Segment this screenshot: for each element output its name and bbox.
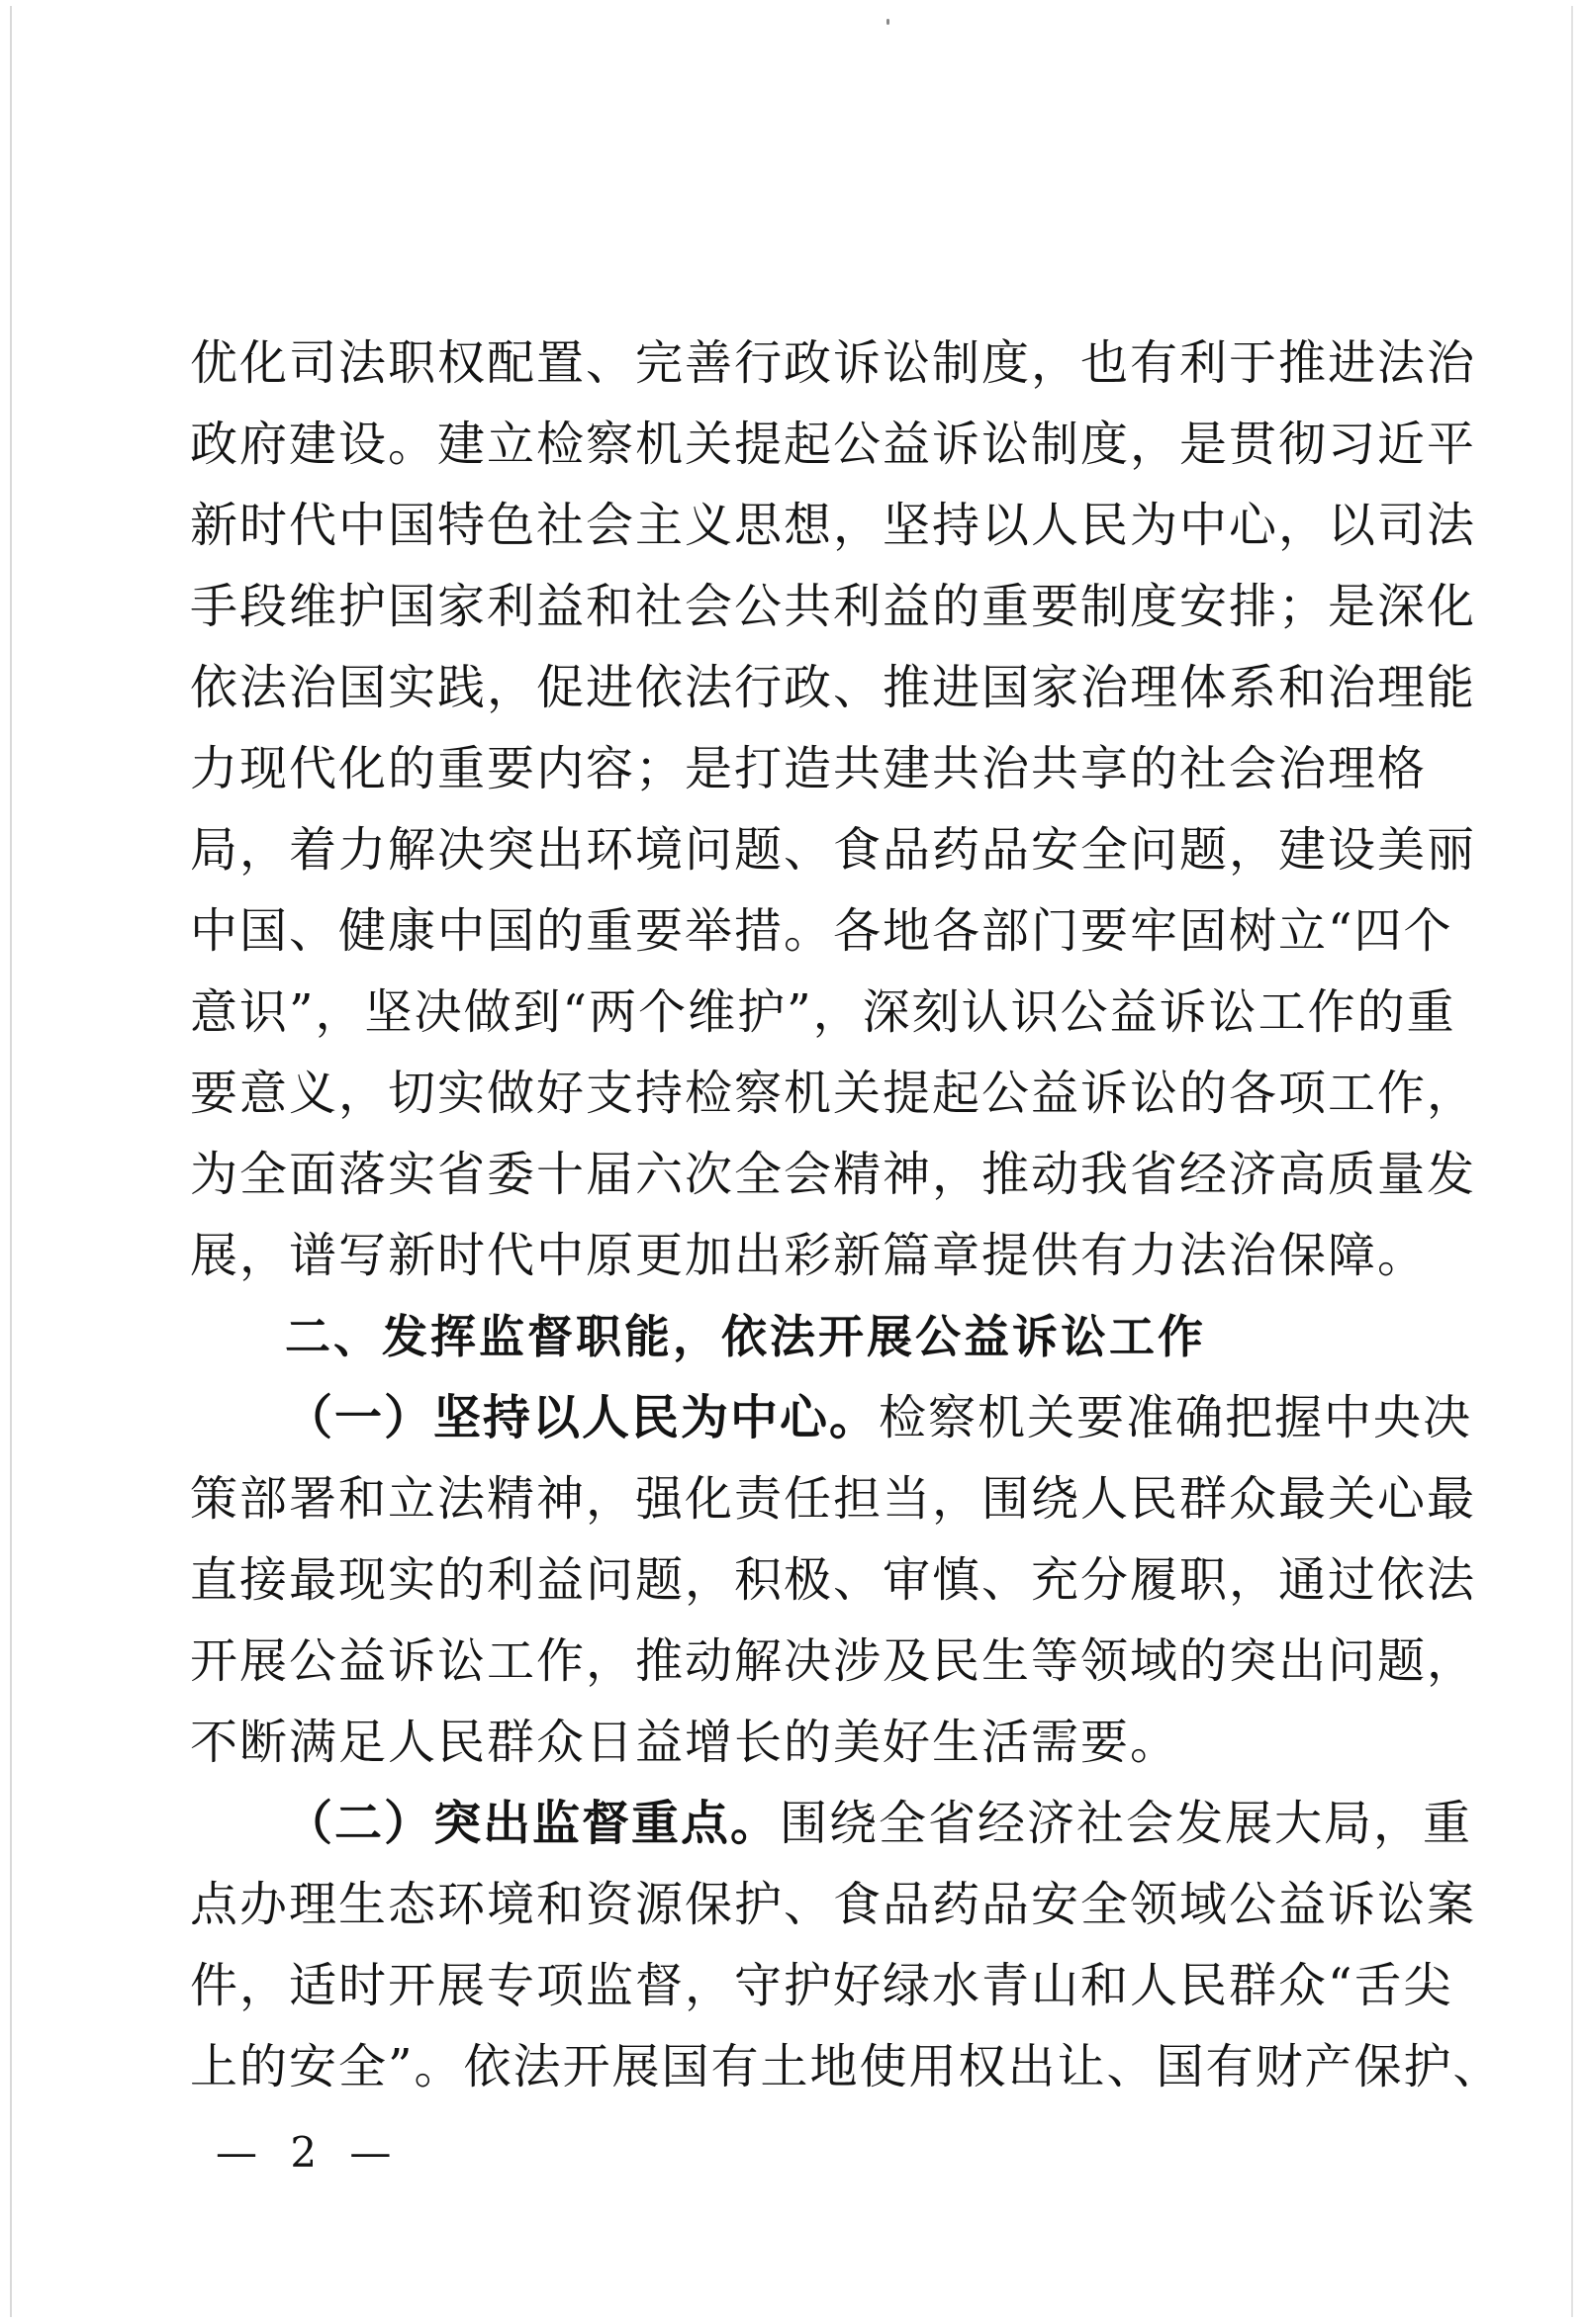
paragraph-line: 政府建设。建立检察机关提起公益诉讼制度，是贯彻习近平 <box>190 417 1477 472</box>
paragraph-text: 检察机关要准确把握中央决 <box>879 1390 1473 1445</box>
scan-speck <box>886 19 889 25</box>
paragraph-line: 直接最现实的利益问题，积极、审慎、充分履职，通过依法 <box>190 1552 1477 1608</box>
paragraph-line: 为全面落实省委十届六次全会精神，推动我省经济高质量发 <box>190 1147 1477 1202</box>
paragraph-line: 件，适时开展专项监督，守护好绿水青山和人民群众“舌尖 <box>190 1958 1453 2013</box>
section-heading: 二、发挥监督职能，依法开展公益诉讼工作 <box>285 1310 1206 1363</box>
paragraph-line: 优化司法职权配置、完善行政诉讼制度，也有利于推进法治 <box>190 335 1477 391</box>
paragraph-line: 中国、健康中国的重要举措。各地各部门要牢固树立“四个 <box>190 903 1453 959</box>
paragraph-line: 不断满足人民群众日益增长的美好生活需要。 <box>190 1715 1180 1770</box>
paragraph-line: 新时代中国特色社会主义思想，坚持以人民为中心，以司法 <box>190 498 1477 553</box>
paragraph-line: 要意义，切实做好支持检察机关提起公益诉讼的各项工作， <box>190 1066 1477 1121</box>
paragraph-lead: （二）突出监督重点。 <box>285 1796 781 1851</box>
page-number: — 2 — <box>216 2128 402 2177</box>
paragraph-line: 开展公益诉讼工作，推动解决涉及民生等领域的突出问题， <box>190 1633 1477 1689</box>
paragraph-first-line <box>190 1783 1473 1864</box>
paragraph-lead: （一）坚持以人民为中心。 <box>285 1390 880 1445</box>
document-body <box>190 323 1503 2107</box>
paragraph-first-line <box>190 1377 1473 1458</box>
paragraph-line: 上的安全”。依法开展国有土地使用权出让、国有财产保护、 <box>190 2039 1503 2094</box>
paragraph-text: 围绕全省经济社会发展大局，重 <box>780 1796 1473 1851</box>
paragraph-line: 点办理生态环境和资源保护、食品药品安全领域公益诉讼案 <box>190 1877 1477 1932</box>
paragraph-line: 策部署和立法精神，强化责任担当，围绕人民群众最关心最 <box>190 1471 1477 1527</box>
paragraph-line: 依法治国实践，促进依法行政、推进国家治理体系和治理能 <box>190 660 1477 715</box>
paragraph-line: 局，着力解决突出环境问题、食品药品安全问题，建设美丽 <box>190 822 1477 878</box>
paragraph-line: 展，谱写新时代中原更加出彩新篇章提供有力法治保障。 <box>190 1228 1428 1283</box>
paragraph-line: 意识”，坚决做到“两个维护”，深刻认识公益诉讼工作的重 <box>190 984 1456 1040</box>
paragraph-line: 力现代化的重要内容；是打造共建共治共享的社会治理格 <box>190 741 1428 796</box>
paragraph-line: 手段维护国家利益和社会公共利益的重要制度安排；是深化 <box>190 579 1477 634</box>
